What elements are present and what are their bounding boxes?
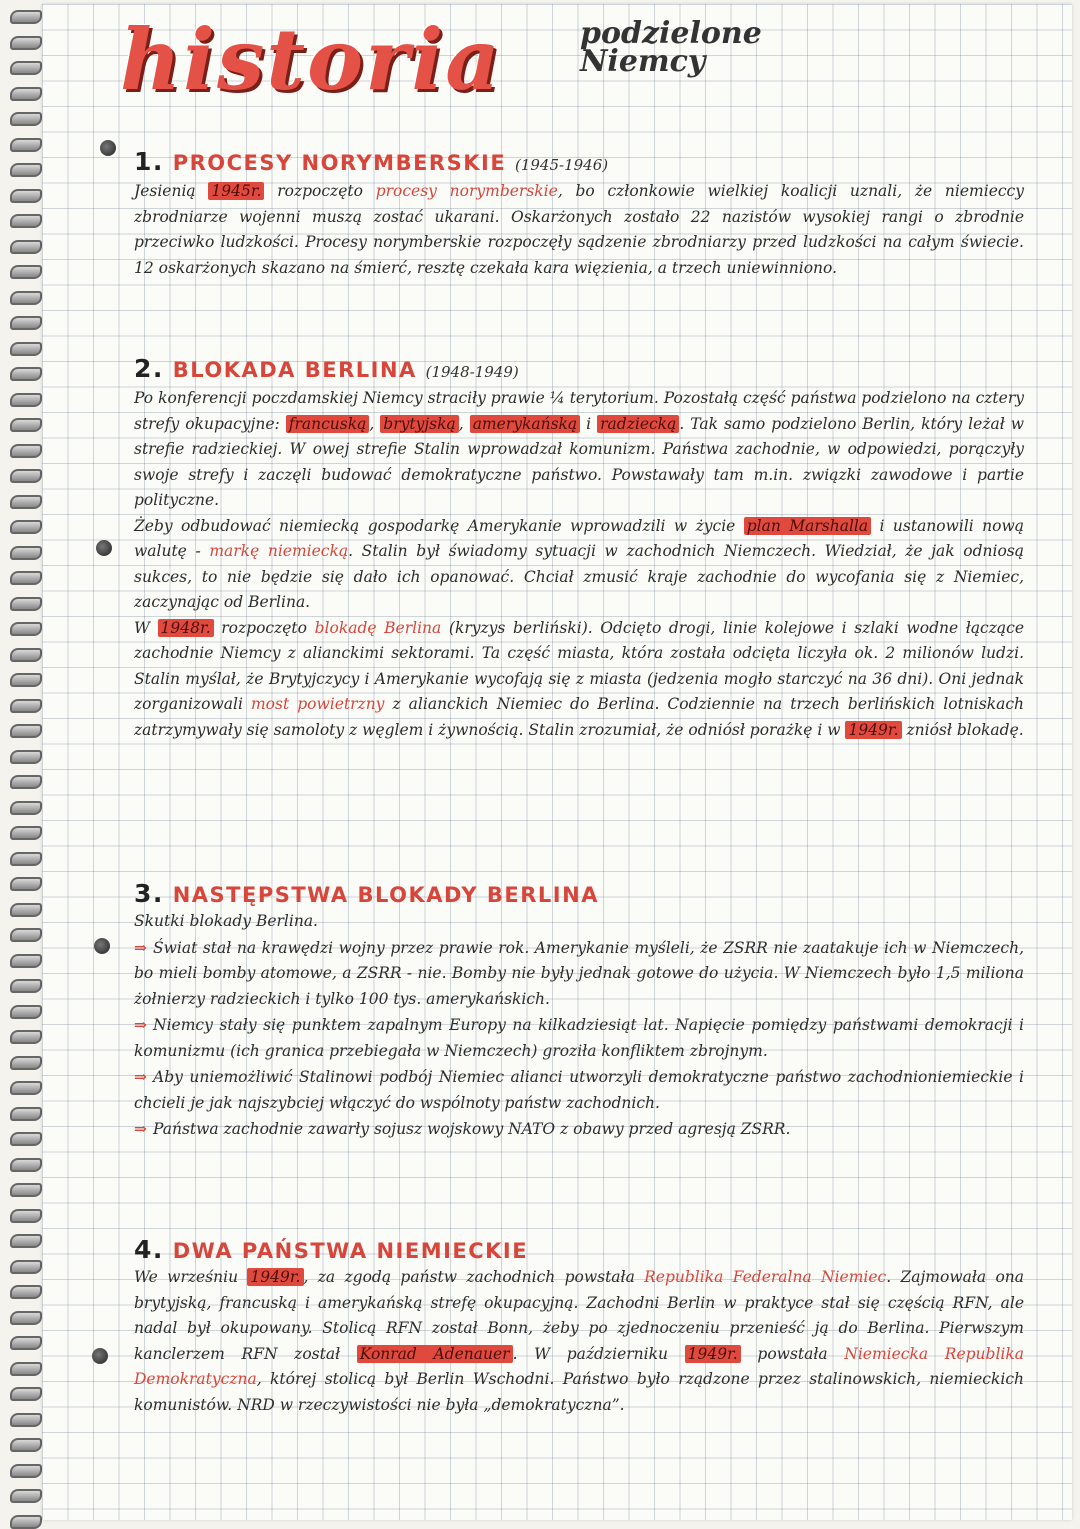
- text-run: , za zgodą państw zachodnich powstała: [303, 1268, 645, 1286]
- text-run: z alianckich Niemiec do Berlina. Codziennie na trzech berlińskich lotniskach zatrzymywały się samoloty z węglem i żywnością. Stalin zrozumiał, że odniósł porażkę i w: [134, 695, 1025, 739]
- text-run: . Stalin był świadomy sytuacji w zachodnich Niemczech. Wiedział, że jak odniosą sukces, to nie będzie się dało ich opanować. Chciał zmusić kraje zachodnie do wycofania się z Niemiec, zaczynając od Berlina.: [134, 542, 1024, 611]
- section-number: 4.: [134, 1235, 164, 1264]
- text-run: , której stolicą był Berlin Wschodni. Państwo było rządzone przez stalinowskich, niemieckich komunistów. NRD w rzeczywistości nie była „demokratyczna”.: [134, 1370, 1024, 1414]
- spiral-ring: [10, 852, 42, 866]
- text-run: ,: [458, 414, 470, 433]
- section-body: [134, 909, 1024, 1143]
- highlighted-term: francuską: [286, 415, 370, 433]
- punch-hole: [92, 1348, 108, 1364]
- page-subtitle: podzielone Niemcy: [580, 16, 762, 79]
- text-run: Niemcy stały się punktem zapalnym Europy na kilkadziesiąt lat. Napięcie pomiędzy państwami demokracji i komunizmu (ich granica przebiegała w Niemczech) groziła konfliktem zbrojnym.: [134, 1016, 1024, 1060]
- punch-hole: [94, 938, 110, 954]
- spiral-ring: [10, 1209, 42, 1223]
- section-number: 3.: [134, 879, 164, 908]
- spiral-ring: [10, 775, 42, 789]
- spiral-ring: [10, 1311, 42, 1325]
- section-body: [134, 179, 1024, 281]
- paragraph: [134, 909, 1024, 935]
- spiral-ring: [10, 1387, 42, 1401]
- key-term: markę niemiecką: [209, 542, 349, 560]
- bullet-paragraph: [134, 1116, 1024, 1143]
- spiral-ring: [10, 1056, 42, 1070]
- section-1: [134, 148, 1024, 281]
- spiral-ring: [10, 673, 42, 687]
- spiral-ring: [10, 597, 42, 611]
- key-term: Niemiecka Republika Demokratyczna: [134, 1344, 1024, 1388]
- text-run: Żeby odbudować niemiecką gospodarkę Amerykanie wprowadzili w życie: [134, 516, 744, 535]
- spiral-ring: [10, 10, 42, 24]
- spiral-ring: [10, 1183, 42, 1197]
- spiral-ring: [10, 393, 42, 407]
- spiral-ring: [10, 724, 42, 738]
- section-title: NASTĘPSTWA BLOKADY BERLINA: [172, 883, 599, 907]
- text-run: i: [580, 414, 598, 433]
- section-title: PROCESY NORYMBERSKIE: [172, 151, 507, 175]
- highlighted-term: 1949r.: [247, 1268, 303, 1286]
- key-term: blokadę Berlina: [314, 618, 442, 637]
- spiral-ring: [10, 1005, 42, 1019]
- text-run: rozpoczęto: [264, 182, 376, 200]
- spiral-ring: [10, 520, 42, 534]
- spiral-ring: [10, 1158, 42, 1172]
- spiral-ring: [10, 750, 42, 764]
- spiral-ring: [10, 189, 42, 203]
- highlighted-term: amerykańską: [470, 415, 580, 433]
- spiral-ring: [10, 112, 42, 126]
- spiral-ring: [10, 801, 42, 815]
- text-run: Aby uniemożliwić Stalinowi podbój Niemiec alianci utworzyli demokratyczne państwo zachodnioniemieckie i chcieli je jak najszybciej włączyć do wspólnoty państw zachodnich.: [134, 1068, 1024, 1112]
- spiral-ring: [10, 648, 42, 662]
- spiral-ring: [10, 928, 42, 942]
- text-run: Jesienią: [134, 182, 209, 200]
- spiral-ring: [10, 265, 42, 279]
- text-run: Po konferencji poczdamskiej Niemcy straciły prawie ¼ terytorium. Pozostałą część państwa podzielono na cztery strefy okupacyjne:: [134, 389, 1024, 433]
- section-title: DWA PAŃSTWA NIEMIECKIE: [172, 1239, 529, 1263]
- text-run: . Tak samo podzielono Berlin, który leżał w strefie radzieckiej. W owej strefie Stalin wprowadzał komunizm. Państwa zachodnie, w odpowiedzi, porączyły swoje strefy i zaczęli budować demokratyczne państwo. Powstawały tam m.in. związki zawodowe i partie polityczne.: [134, 414, 1025, 509]
- highlighted-term: 1948r.: [158, 619, 214, 637]
- section-body: [134, 1265, 1024, 1418]
- spiral-ring: [10, 87, 42, 101]
- spiral-ring: [10, 1030, 42, 1044]
- spiral-ring: [10, 138, 42, 152]
- section-2: [134, 355, 1024, 743]
- spiral-ring: [10, 444, 42, 458]
- arrow-icon: ⇒: [134, 1067, 147, 1086]
- spiral-ring: [10, 546, 42, 560]
- spiral-ring: [10, 1260, 42, 1274]
- text-run: zniósł blokadę.: [901, 720, 1024, 739]
- spiral-binding: [4, 0, 42, 1527]
- spiral-ring: [10, 903, 42, 917]
- spiral-ring: [10, 1336, 42, 1350]
- spiral-ring: [10, 1464, 42, 1478]
- text-run: . W październiku: [512, 1344, 685, 1363]
- spiral-ring: [10, 1489, 42, 1503]
- spiral-ring: [10, 36, 42, 50]
- spiral-ring: [10, 1515, 42, 1529]
- text-run: We wrześniu: [134, 1268, 248, 1286]
- highlighted-term: plan Marshalla: [744, 517, 871, 535]
- spiral-ring: [10, 826, 42, 840]
- section-dates: (1945-1946): [514, 156, 609, 174]
- text-run: ,: [369, 414, 381, 433]
- section-heading: [134, 148, 1024, 179]
- key-term: Republika Federalna Niemiec: [644, 1268, 887, 1286]
- text-run: , bo członkowie wielkiej koalicji uznali, że niemieccy zbrodniarze wojenni muszą zostać ukarani. Oskarżonych zostało 22 nazistów wysokiej rangi o zbrodnie przeciwko ludzkości. Procesy norymberskie rozpoczęły sądzenie zbrodniarzy przed ludzkości na całym świecie. 12 oskarżonych skazano na śmierć, resztę czekała kara więzienia, a trzech uniewinniono.: [134, 182, 1024, 277]
- spiral-ring: [10, 1234, 42, 1248]
- section-number: 2.: [134, 354, 164, 383]
- spiral-ring: [10, 1107, 42, 1121]
- punch-hole: [96, 540, 112, 556]
- highlighted-term: brytyjską: [380, 415, 458, 433]
- highlighted-term: 1949r.: [845, 721, 901, 739]
- spiral-ring: [10, 469, 42, 483]
- text-run: . Zajmowała ona brytyjską, francuską i amerykańską strefę okupacyjną. Zachodni Berlin w praktyce stał się częścią RFN, ale nadal był okupowany. Stolicą RFN został Bonn, żeby po zjednoczeniu przenieść ją do Berlina. Pierwszym kanclerzem RFN został: [134, 1268, 1024, 1363]
- key-term: most powietrzny: [250, 695, 385, 713]
- bullet-paragraph: [134, 1064, 1024, 1116]
- spiral-ring: [10, 1081, 42, 1095]
- section-heading: [134, 355, 1024, 386]
- spiral-ring: [10, 571, 42, 585]
- key-term: procesy norymberskie: [375, 182, 558, 200]
- spiral-ring: [10, 979, 42, 993]
- bullet-paragraph: [134, 935, 1024, 1013]
- spiral-ring: [10, 495, 42, 509]
- spiral-ring: [10, 622, 42, 636]
- arrow-icon: ⇒: [134, 937, 147, 957]
- text-run: rozpoczęto: [213, 618, 315, 637]
- spiral-ring: [10, 61, 42, 75]
- section-title: BLOKADA BERLINA: [172, 358, 417, 382]
- punch-hole: [100, 140, 116, 156]
- spiral-ring: [10, 954, 42, 968]
- spiral-ring: [10, 877, 42, 891]
- paragraph: [134, 1265, 1024, 1418]
- section-heading: [134, 1236, 1024, 1265]
- text-run: (kryzys berliński). Odcięto drogi, linie kolejowe i szlaki wodne łączące zachodnie Niemcy z alianckimi sektorami. Ta część miasta, która została odcięta liczyła ok. 2 milionów ludzi. Stalin myślał, że Brytyjczycy i Amerykanie wycofają się z miasta (jedzenia mogło starczyć na 36 dni). Oni jednak zorganizowali: [134, 618, 1024, 713]
- text-run: powstała: [740, 1344, 845, 1363]
- section-3: [134, 880, 1024, 1143]
- section-number: 1.: [134, 147, 164, 176]
- spiral-ring: [10, 291, 42, 305]
- spiral-ring: [10, 1413, 42, 1427]
- spiral-ring: [10, 214, 42, 228]
- spiral-ring: [10, 1132, 42, 1146]
- spiral-ring: [10, 367, 42, 381]
- highlighted-term: 1949r.: [685, 1345, 741, 1363]
- text-run: Świat stał na krawędzi wojny przez prawie rok. Amerykanie myśleli, że ZSRR nie zaatakuje ich w Niemczech, bo mieli bomby atomowe, a ZSRR - nie. Bomby nie były jednak gotowe do użycia. W Niemczech było 1,5 miliona żołnierzy radzieckich i tylko 100 tys. amerykańskich.: [134, 938, 1024, 1008]
- spiral-ring: [10, 1362, 42, 1376]
- highlighted-term: Konrad Adenauer: [357, 1345, 513, 1363]
- spiral-ring: [10, 240, 42, 254]
- section-dates: (1948-1949): [425, 363, 519, 381]
- highlighted-term: radziecką: [597, 415, 679, 433]
- paragraph: [134, 616, 1024, 744]
- section-4: [134, 1236, 1024, 1418]
- spiral-ring: [10, 316, 42, 330]
- spiral-ring: [10, 163, 42, 177]
- spiral-ring: [10, 1285, 42, 1299]
- text-run: Państwa zachodnie zawarły sojusz wojskowy NATO z obawy przed agresją ZSRR.: [153, 1120, 791, 1138]
- spiral-ring: [10, 1438, 42, 1452]
- page-title: historia: [120, 10, 502, 109]
- bullet-paragraph: [134, 1012, 1024, 1064]
- paragraph: [134, 514, 1024, 616]
- spiral-ring: [10, 699, 42, 713]
- spiral-ring: [10, 418, 42, 432]
- spiral-ring: [10, 342, 42, 356]
- paragraph: [134, 179, 1024, 281]
- arrow-icon: ⇒: [134, 1119, 147, 1138]
- section-heading: [134, 880, 1024, 909]
- arrow-icon: ⇒: [134, 1015, 147, 1034]
- highlighted-term: 1945r.: [208, 182, 264, 200]
- text-run: i ustanowili nową walutę -: [134, 516, 1024, 560]
- text-run: Skutki blokady Berlina.: [134, 912, 318, 930]
- text-run: W: [134, 618, 158, 637]
- paragraph: [134, 386, 1024, 514]
- section-body: [134, 386, 1024, 743]
